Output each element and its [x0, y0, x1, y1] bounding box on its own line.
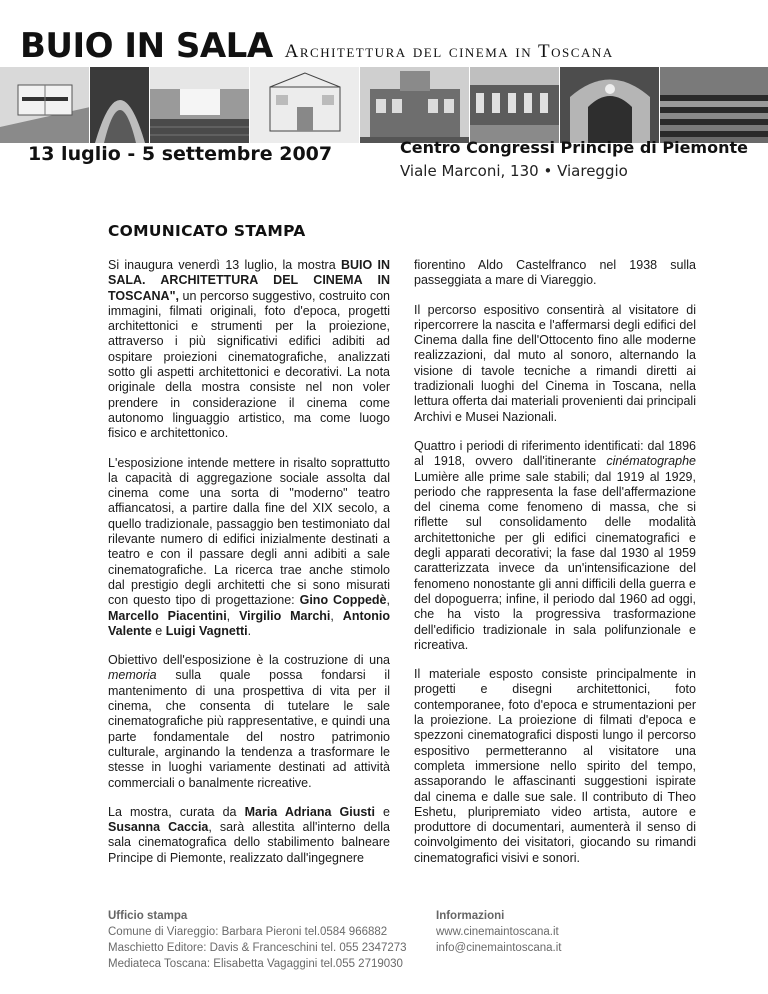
paragraph-periods: [414, 439, 696, 653]
exhibition-subtitle: Architettura del cinema in Toscana: [284, 41, 614, 62]
text-run: Obiettivo dell'esposizione è la costruzione di una: [108, 653, 390, 668]
text-run: La mostra, curata da: [108, 804, 245, 819]
photo-theatre-seats: [660, 67, 768, 143]
exhibition-title: BUIO IN SALA: [20, 26, 273, 66]
info-title: Informazioni: [436, 910, 505, 922]
text-run: L'esposizione intende mettere in risalto soprattutto la capacità di aggregazione sociale assolta dal cinema come una sorta di "moderno" teatro affiancatosi, a partire dalla fine del XIX secolo, a quello tradizionale, passaggio ben testimoniato dal rilevante numero di edifici inizialmente destinati a teatro e con il passare degli anni adibiti a sale cinematografiche. La ricerca trae anche stimolo dal prestigio degli architetti che si sono misurati con questo tipo di progettazione:: [108, 455, 390, 608]
photo-ornate-hall: [560, 67, 660, 143]
text-run: ,: [226, 608, 240, 623]
press-release-heading: COMUNICATO STAMPA: [108, 222, 306, 240]
paragraph-curators: [108, 805, 390, 866]
photo-cinema-building: [360, 67, 470, 143]
architect-name: Luigi Vagnetti: [165, 623, 248, 638]
photo-cinema-facade-sketch: [0, 67, 90, 143]
text-run: ,: [386, 593, 390, 608]
venue-address: Viale Marconi, 130 • Viareggio: [400, 162, 628, 180]
architect-name: Antonio Valente: [108, 608, 391, 638]
photo-seaside-pavilion: [470, 67, 560, 143]
press-contact-line: Maschietto Editore: Davis & Franceschini tel. 055 2347273: [108, 942, 407, 954]
paragraph-itinerary: Il percorso espositivo consentirà al visitatore di ripercorrere la nascita e l'affermarsi degli edifici del Cinema dalla fine dell'Ottocento fino alle moderne realizzazioni, dal muto al sonoro, alternando la visione di tavole tecniche a rimandi diretti ai tradizionali luoghi del Cinema in Toscana, nella lettura offerta dai materiali provenienti dai principali Archivi e Musei Nazionali.: [414, 302, 696, 424]
press-contact-line: Mediateca Toscana: Elisabetta Vagaggini tel.055 2719030: [108, 958, 403, 970]
press-office-title: Ufficio stampa: [108, 910, 188, 922]
venue-name: Centro Congressi Principe di Piemonte: [400, 138, 748, 157]
press-contact-line: Comune di Viareggio: Barbara Pieroni tel.0584 966882: [108, 926, 388, 938]
text-run: Si inaugura venerdì 13 luglio, la mostra: [108, 258, 341, 272]
photo-interior-arches: [90, 67, 150, 143]
right-column: [414, 258, 696, 880]
photo-facade-drawing: [250, 67, 360, 143]
exhibition-name-bold: BUIO IN SALA. ARCHITETTURA DEL CINEMA IN TOSCANA",: [108, 258, 390, 303]
text-run: un percorso suggestivo, costruito con immagini, filmati originali, foto d'epoca, progetti architettonici e strumenti per la proiezione, attraverso i più significativi edifici adibiti ad ospitare proiezioni cinematografiche, analizzati sotto gli aspetti architettonici e decorativi. La nota originale della mostra consiste nel non voler prendere in considerazione il cinema come autonomo linguaggio artistico, ma come luogo fisico e architettonico.: [108, 288, 390, 441]
text-run: e: [151, 623, 166, 638]
paragraph-intro: [108, 258, 390, 442]
paragraph-architects: [108, 456, 390, 640]
text-run: ,: [330, 608, 343, 623]
photo-auditorium-stage: [150, 67, 250, 143]
text-run: e: [374, 804, 390, 819]
info-contacts: [436, 908, 676, 956]
text-run: .: [247, 623, 252, 638]
email-link[interactable]: info@cinemaintoscana.it: [436, 942, 562, 954]
venue-block: [400, 138, 748, 180]
curator-name: Maria Adriana Giusti: [244, 804, 375, 819]
emphasis-cinematographe: cinématographe: [606, 454, 696, 469]
header-photo-strip: [0, 67, 768, 143]
press-office-contacts: [108, 908, 418, 972]
text-run: Lumière alle prime sale stabili; dal 1919 al 1929, periodo che rappresenta la fase dell'affermazione del cinema come fenomeno di massa, che si riflette sul consolidamento delle modalità architettoniche per gli edifici cinematografici e degli apparati decorativi; la fase dal 1930 al 1959 caratterizzata invece da un'intensificazione del fenomeno nonostante gli anni difficili della guerra e del dopoguerra; infine, il periodo dal 1960 ad oggi, che ha visto la progressiva trasformazione dell'edificio tradizionale in sala polifunzionale e ricreativa.: [414, 469, 696, 652]
exhibition-dates: 13 luglio - 5 settembre 2007: [28, 143, 333, 165]
text-run: Quattro i periodi di riferimento identificati: dal 1896 al 1918, ovvero dall'itinerante: [414, 438, 696, 469]
curator-name: Susanna Caccia: [108, 820, 209, 835]
architect-name: Gino Coppedè: [299, 593, 387, 608]
emphasis-memoria: memoria: [108, 668, 157, 683]
architect-name: Marcello Piacentini: [108, 608, 227, 623]
paragraph-venue-continued: fiorentino Aldo Castelfranco nel 1938 sulla passeggiata a mare di Viareggio.: [414, 258, 696, 288]
paragraph-objective: [108, 653, 390, 791]
text-run: , sarà allestita all'interno della sala cinematografica dello stabilimento balneare Principe di Piemonte, realizzato dall'ingegnere: [108, 820, 390, 865]
paragraph-materials: Il materiale esposto consiste principalmente in progetti e disegni architettonici, foto contemporanee, foto d'epoca e strumentazioni per la proiezione. La proiezione di filmati d'epoca e spezzoni cinematografici disposti lungo il percorso espositivo permetteranno al visitatore una completa immersione nello spirito del tempo, assaporando le affascinanti suggestioni ispirate dal cinema e dalle sue sale. Il contributo di Theo Eshetu, pluripremiato video artista, autore e produttore di documentari, aumenterà il senso di coinvolgimento dei visitatori, giocando su rimandi cinematografici visivi e sonori.: [414, 667, 696, 865]
text-run: sulla quale possa fondarsi il mantenimento di una prospettiva di vita per il cinema, che consenta di tutelare le sale cinematografiche più rappresentative, e quindi una parte fondamentale del nostro patrimonio culturale, arginando la tendenza a trasformare le stesse in luoghi variamente destinati ad attività commerciali o banalmente ricreative.: [108, 668, 390, 790]
architect-name: Virgilio Marchi: [239, 608, 331, 623]
exhibition-brand: [20, 26, 614, 66]
left-column: [108, 258, 390, 880]
website-link[interactable]: www.cinemaintoscana.it: [436, 926, 559, 938]
